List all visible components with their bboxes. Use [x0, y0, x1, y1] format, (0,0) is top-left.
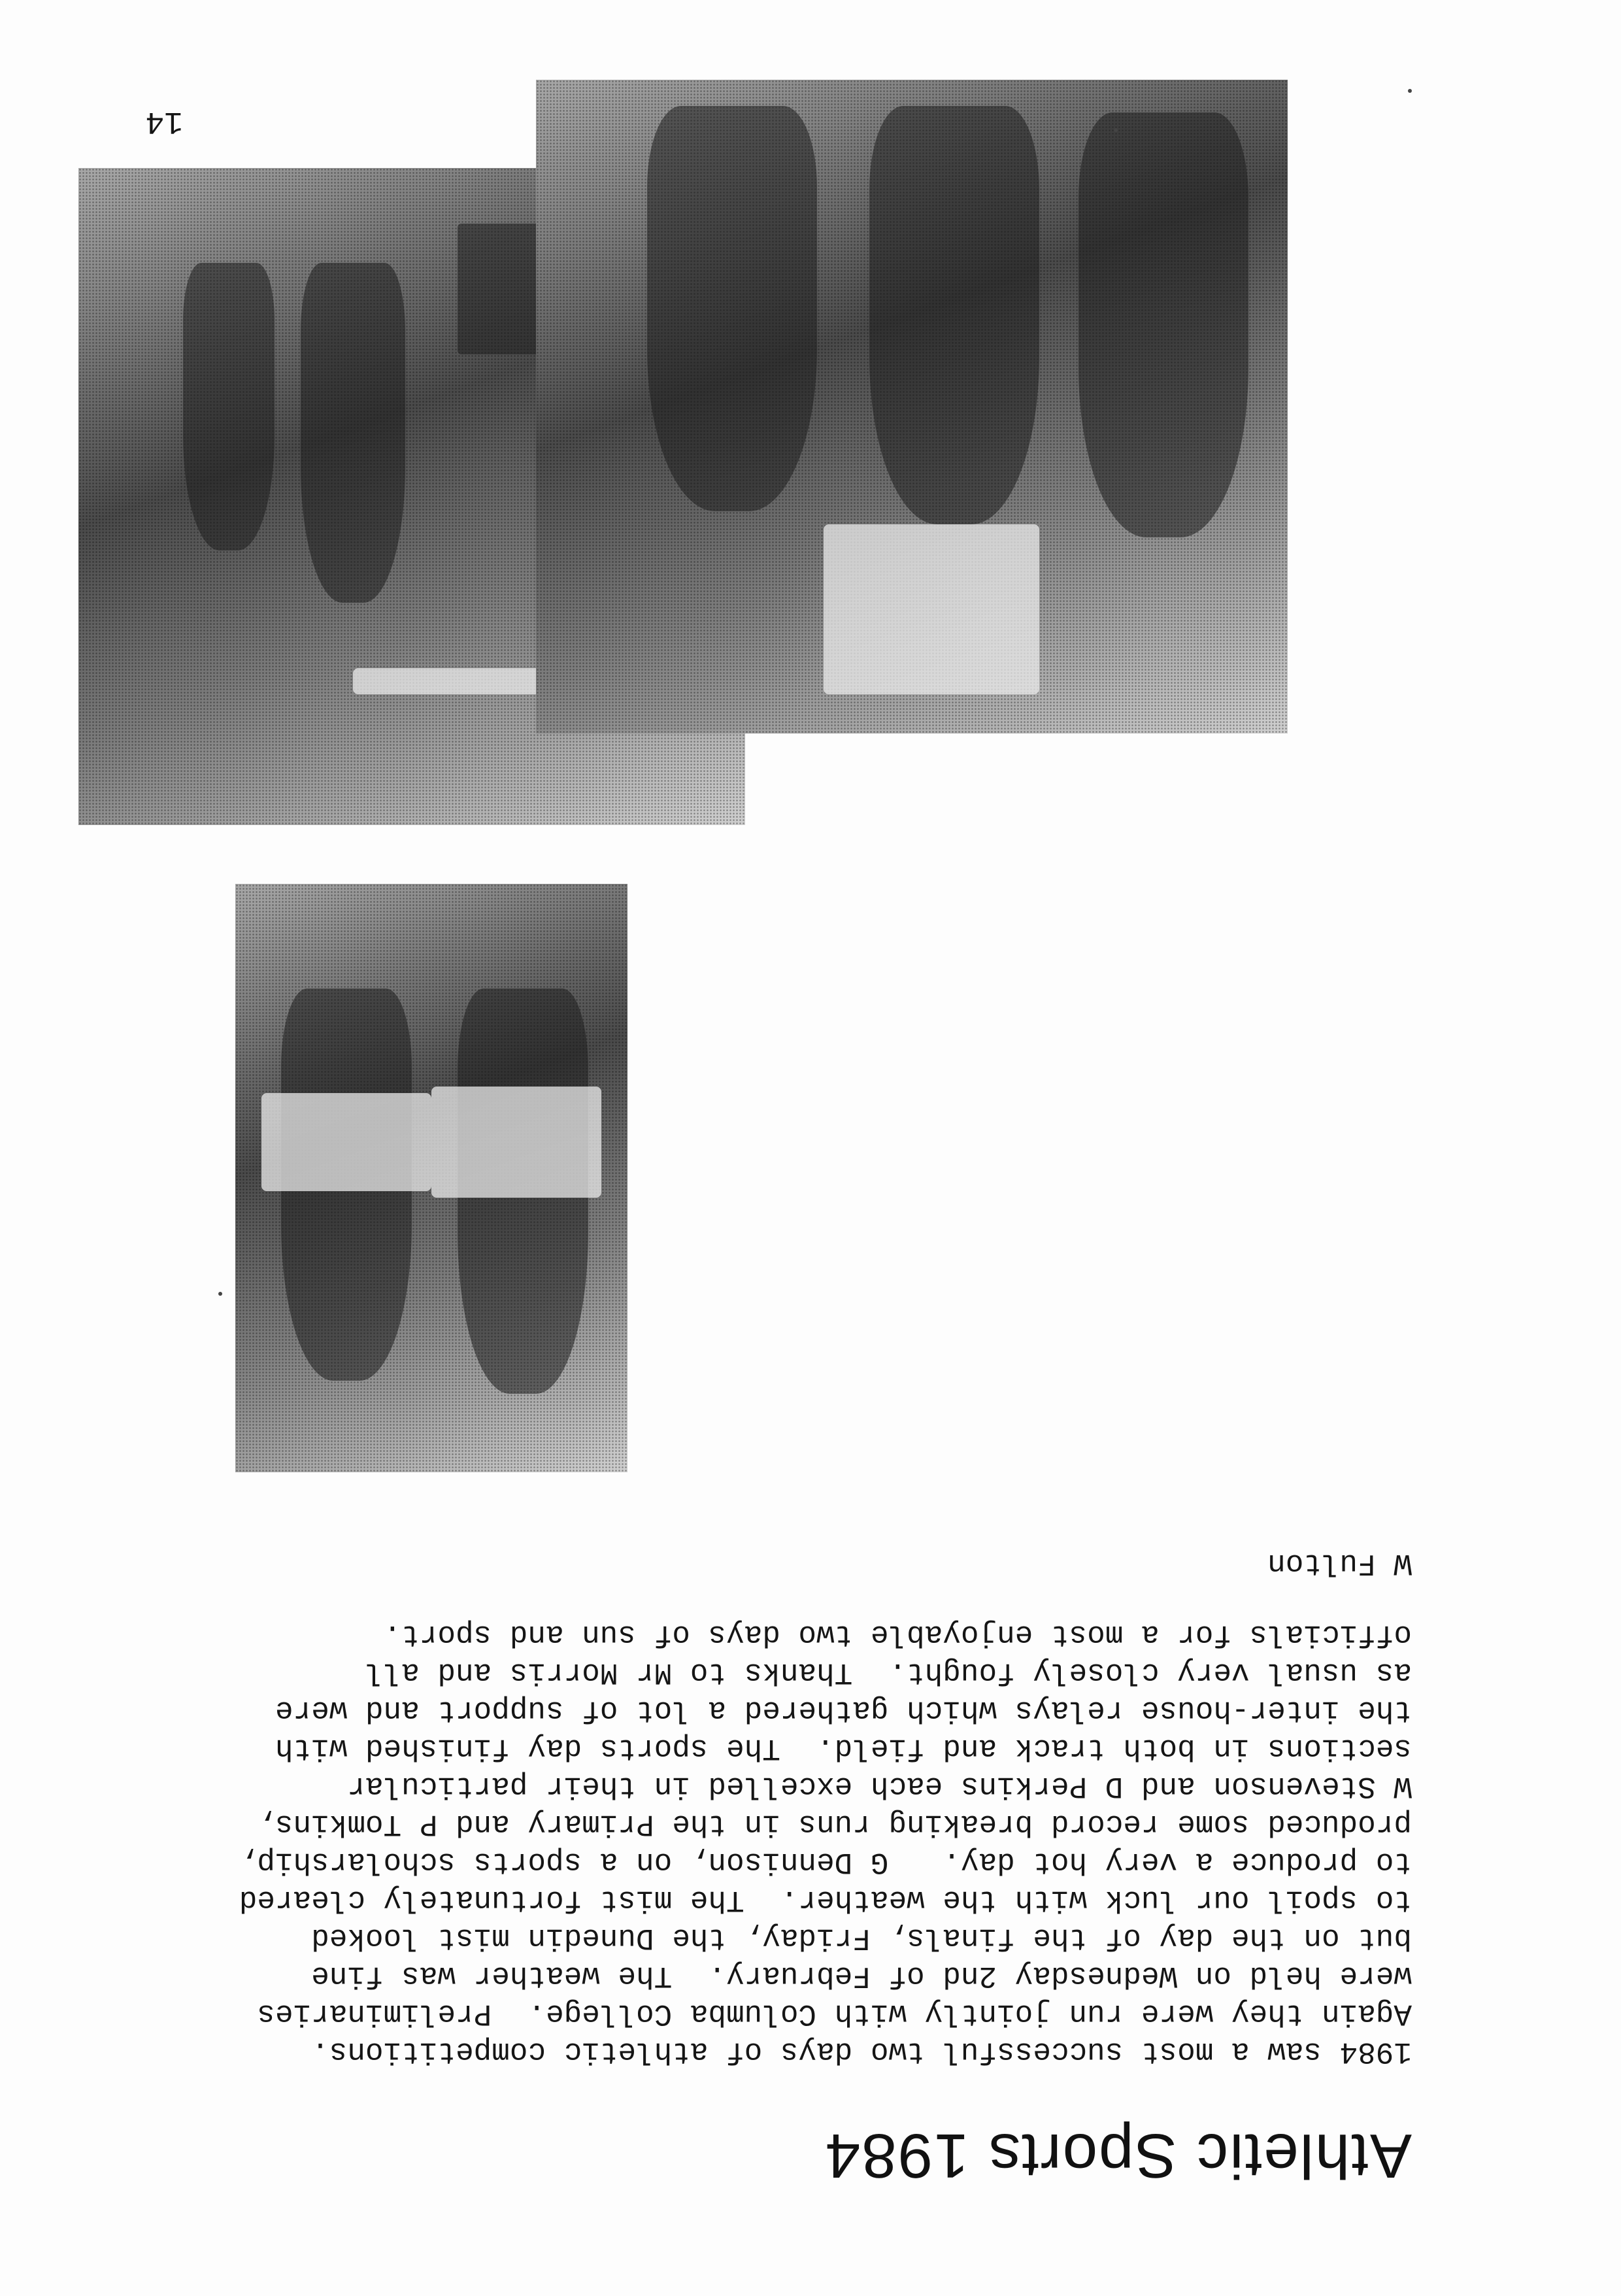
photo-spectators-college	[536, 80, 1288, 734]
page-number: 14	[145, 103, 183, 139]
author-signature: W Fulton	[1267, 1546, 1412, 1580]
scan-speck	[1114, 128, 1118, 132]
page-title: Athletic Sports 1984	[824, 2121, 1412, 2191]
article-body: 1984 saw a most successful two days of athletic competitions. Again they were run jointly with Columba College. Preliminaries were held on Wednesday 2nd of February. The weather was fine but on the day of the finals, Friday, the Dunedin mist looked to spoil our luck with the weather. The mist fortunately cleared to produce a very hot day. G Dennison, on a sports scholarship, produced some record breaking runs in the Primary and P Tomkins, W Stevenson and D Perkins each excelled in their particular sections in both track and field. The sports day finished with the inter-house relays which gathered a lot of support and were as usual very closely fought. Thanks to Mr Morris and all officials for a most enjoyable two days of sun and sport.	[239, 1617, 1412, 2068]
photo-seated-athletes	[235, 884, 627, 1472]
scan-speck	[218, 1292, 222, 1296]
scan-speck	[1408, 89, 1412, 93]
